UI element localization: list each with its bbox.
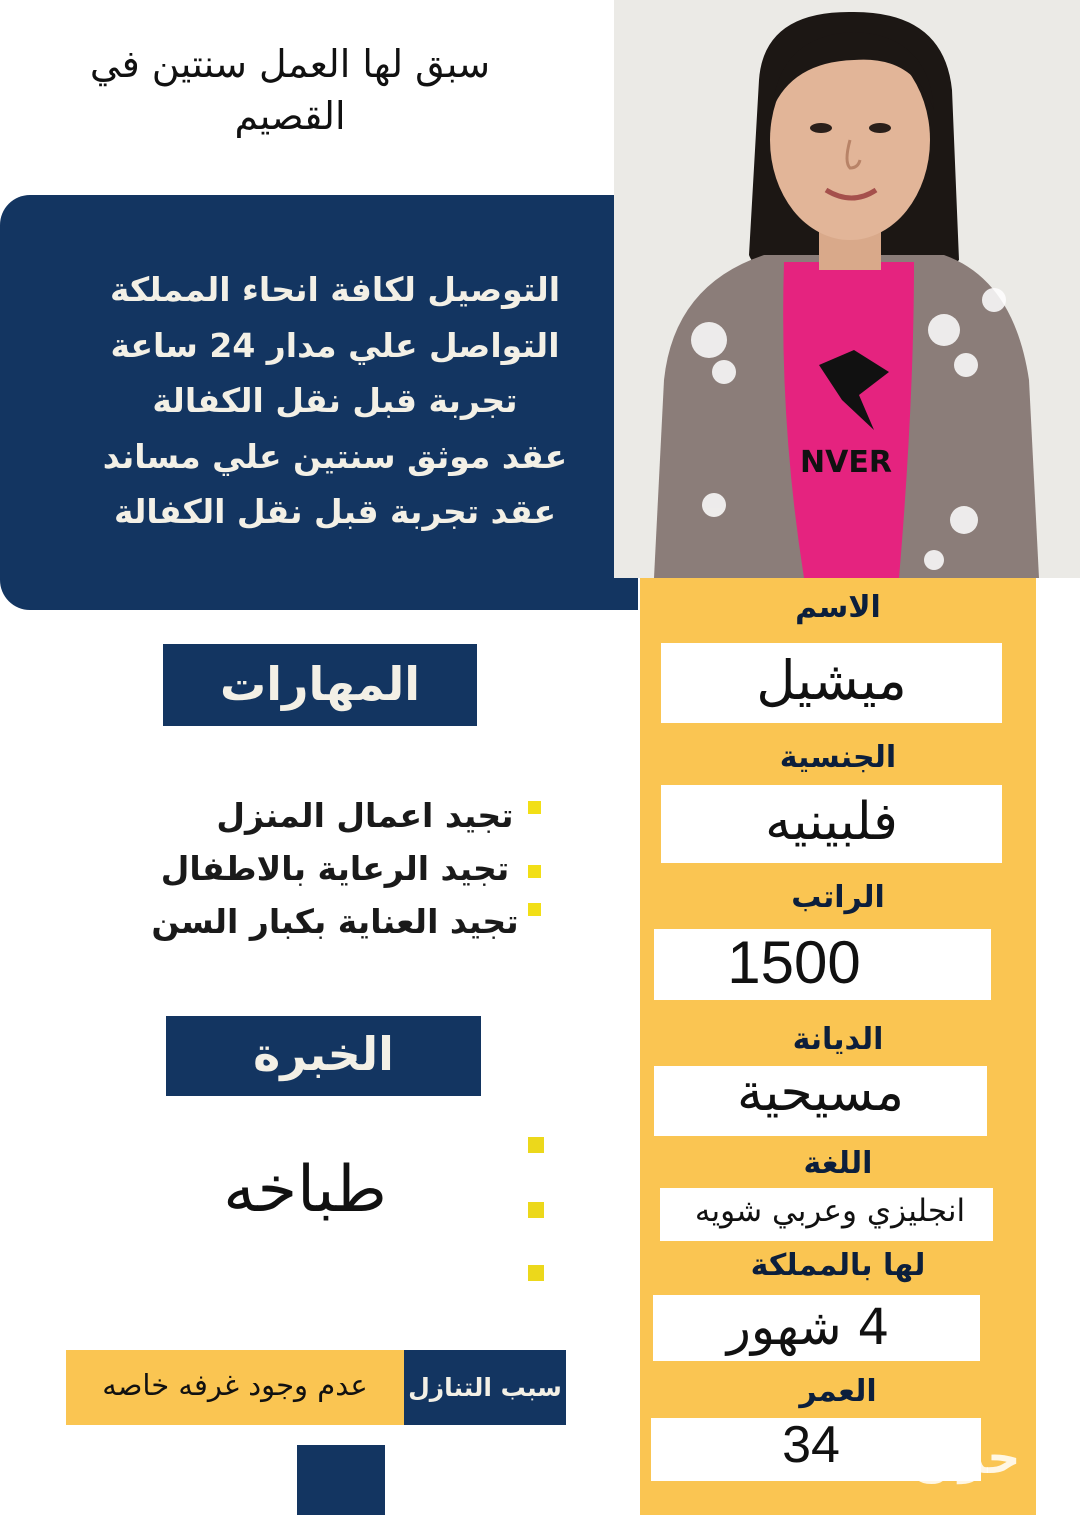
decorative-square — [297, 1445, 385, 1515]
age-label: العمر — [799, 1374, 877, 1409]
waiver-label: سبب التنازل — [408, 1373, 562, 1402]
nationality-value: فلبينيه — [765, 792, 898, 852]
skills-header: المهارات — [163, 644, 477, 726]
worker-photo — [614, 0, 1080, 578]
watermark: حراج — [909, 1430, 1021, 1484]
top-note-line-2: القصيم — [234, 94, 346, 138]
time-in-kingdom-value: 4 شهور — [726, 1298, 890, 1356]
bullet-icon — [528, 1137, 544, 1153]
feature-line: التواصل علي مدار 24 ساعة — [110, 325, 560, 365]
top-note-line-1: سبق لها العمل سنتين في — [89, 42, 491, 86]
religion-label: الديانة — [792, 1022, 884, 1057]
skill-item: تجيد اعمال المنزل — [216, 796, 514, 835]
feature-line: تجربة قبل نقل الكفالة — [152, 381, 518, 420]
language-label: اللغة — [803, 1146, 873, 1181]
bullet-icon — [528, 1265, 544, 1281]
experience-header: الخبرة — [166, 1016, 481, 1096]
feature-line: عقد تجربة قبل نقل الكفالة — [114, 492, 556, 531]
skill-item: تجيد الرعاية بالاطفال — [160, 849, 510, 888]
feature-line: التوصيل لكافة انحاء المملكة — [109, 270, 561, 309]
feature-line: عقد موثق سنتين علي مساند — [102, 436, 568, 476]
waiver-value: عدم وجود غرفه خاصه — [102, 1368, 368, 1402]
name-label: الاسم — [795, 590, 881, 625]
age-value: 34 — [782, 1416, 840, 1474]
nationality-label: الجنسية — [779, 740, 897, 775]
time-in-kingdom-label: لها بالمملكة — [750, 1248, 926, 1283]
portrait-illustration — [614, 0, 1080, 578]
salary-value: 1500 — [727, 929, 861, 996]
bullet-icon — [528, 1202, 544, 1218]
top-note — [60, 38, 520, 142]
skill-item: تجيد العناية بكبار السن — [151, 902, 519, 941]
salary-label: الراتب — [791, 880, 885, 915]
language-value: انجليزي وعربي شويه — [694, 1193, 966, 1229]
features-list — [40, 262, 630, 540]
name-value: ميشيل — [756, 649, 907, 712]
shirt-text: NVER — [800, 445, 892, 480]
experience-item: طباخه — [223, 1153, 387, 1227]
religion-value: مسيحية — [736, 1063, 905, 1123]
